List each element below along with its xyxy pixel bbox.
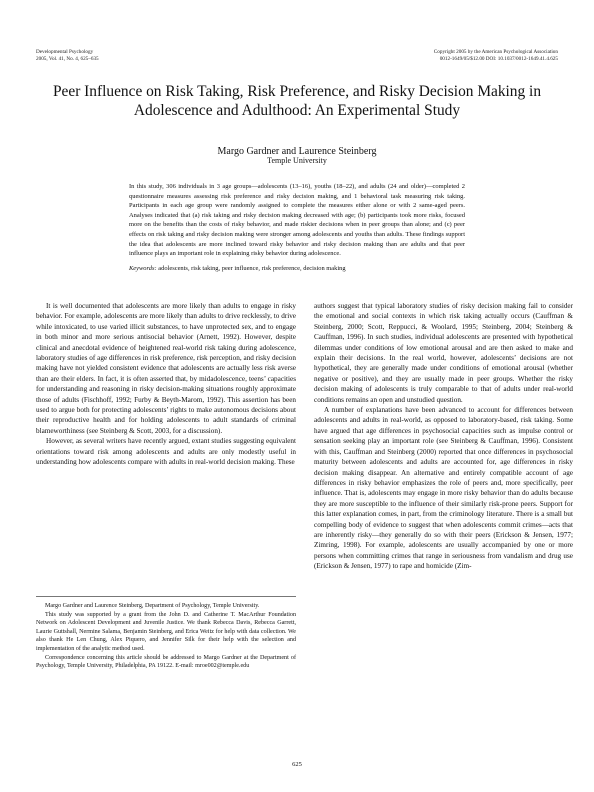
abstract: [129, 182, 465, 259]
footnote-paragraph: Correspondence concerning this article should be addressed to Margo Gardner at the Department of Psychology, Temple University, Philadelphia, PA 19122. E-mail: mroe002@temple.edu: [36, 654, 296, 670]
article-title: Peer Influence on Risk Taking, Risk Preference, and Risky Decision Making in Adolescence and Adulthood: An Experimental Study: [52, 83, 542, 119]
copyright-notice: [434, 49, 558, 63]
body-paragraph: authors suggest that typical laboratory studies of risky decision making fail to consider the emotional and social contexts in which risk taking actually occurs (Cauffman & Steinberg, 2000; Scott, Reppucci, & Woolard, 1995; Steinberg, 2004; Steinberg & Cauffman, 1996). In such studies, individual adolescents are presented with hypothetical dilemmas under conditions of low emotional arousal and are then asked to make and explain their decisions. In the real world, however, adolescents’ decisions are not hypothetical, they are generally made under conditions of emotional arousal (whether negative or positive), and they are usually made in peer groups. Whether the risky decision making of adolescents is truly comparable to that of adults under real-world conditions remains an open and unstudied question.: [314, 302, 573, 404]
body-paragraph: It is well documented that adolescents are more likely than adults to engage in risky behavior. For example, adolescents are more likely than adults to drive recklessly, to drive while intoxicated, to use varied illicit substances, to have unprotected sex, and to engage in both minor and more serious antisocial behavior (Arnett, 1992). However, despite clinical and anecdotal evidence of heightened real-world risk taking during adolescence, laboratory studies of age differences in risk preference, risk perception, and risky decision making have not yielded consistent evidence that adolescents are actually less risk averse than are their elders. In fact, it is often asserted that, by midadolescence, teens’ capacities for understanding and reasoning in risky decision-making situations roughly approximate those of adults (Fischhoff, 1992; Furby & Beyth-Marom, 1992). This assertion has been used to argue both for protecting adolescents’ rights to make autonomous decisions about their reproductive health and for holding adolescents to adult standards of criminal blameworthiness (see Steinberg & Scott, 2003, for a discussion).: [36, 302, 296, 435]
page-number: 625: [292, 761, 302, 768]
keywords: [129, 264, 465, 274]
footnote-paragraph: Margo Gardner and Laurence Steinberg, Department of Psychology, Temple University.: [45, 603, 260, 609]
abstract-text: In this study, 306 individuals in 3 age groups—adolescents (13–16), youths (18–22), and adults (24 and older)—completed 2 questionnaire measures assessing risk preference and risky decision making, and 1 behavioral task measuring risk taking. Participants in each age group were randomly assigned to complete the measures either alone or with 2 same-aged peers. Analyses indicated that (a) risk taking and risky decision making decreased with age; (b) participants took more risks, focused more on the benefits than the costs of risky behavior, and made riskier decisions when in peer groups than alone; and (c) peer effects on risk taking and risky decision making were stronger among adolescents and youths than adults. These findings support the idea that adolescents are more inclined toward risky behavior and risky decision making than are adults and that peer influence plays an important role in explaining risky behavior during adolescence.: [129, 183, 465, 258]
footnote-paragraph: This study was supported by a grant from the John D. and Catherine T. MacArthur Foundation Network on Adolescent Development and Juvenile Justice. We thank Rebecca Davis, Rebecca Garrett, Laurie Guttshall, Nermine Salama, Benjamin Steinberg, and Erica Weitz for help with data collection. We also thank He Len Chung, Alex Piquero, and Jennifer Silk for their help with the selection and implementation of the analytic method used.: [36, 611, 296, 652]
doi-line: 0012-1649/05/$12.00 DOI: 10.1037/0012-1649.41.4.625: [439, 56, 558, 62]
footnote-divider: [36, 596, 296, 597]
author-note: [36, 602, 296, 671]
body-column-left: [36, 301, 296, 468]
keywords-text: adolescents, risk taking, peer influence, risk preference, decision making: [158, 265, 346, 272]
author-names: Margo Gardner and Laurence Steinberg: [217, 146, 377, 157]
journal-volume: 2005, Vol. 41, No. 4, 625–635: [36, 56, 99, 62]
body-column-right: [314, 301, 573, 572]
journal-citation: [36, 49, 99, 63]
copyright-line: Copyright 2005 by the American Psychological Association: [433, 49, 558, 55]
body-paragraph: A number of explanations have been advanced to account for differences between adolescents and adults in real-world, as opposed to laboratory-based, risk taking. Some have argued that age differences in psychosocial capacities such as impulse control or sensation seeking play an important role (see Steinberg & Cauffman, 1996). Consistent with this, Cauffman and Steinberg (2000) reported that once differences in psychosocial maturity between adolescents and adults are accounted for, age differences in risky decision making disappear. An alternative and entirely compatible account of age differences in risky behavior emphasizes the role of peers and, more specifically, peer influence. That is, adolescents may engage in more risky behavior than do adults because they are more susceptible to the influence of their similarly risk-prone peers. Support for this latter explanation comes, in part, from the criminology literature. There is a small but compelling body of evidence to suggest that when adolescents commit crimes—acts that are inherently risky—they generally do so with their peers (Erickson & Jensen, 1977; Zimring, 1998). For example, adolescents are usually accompanied by one or more persons when committing crimes that range in seriousness from vandalism and drug use (Erickson & Jensen, 1977) to rape and homicide (Zim-: [314, 406, 573, 571]
author-affiliation: Temple University: [267, 156, 327, 165]
journal-name: Developmental Psychology: [36, 49, 94, 55]
keywords-label: Keywords:: [129, 265, 157, 272]
body-paragraph: However, as several writers have recently argued, extant studies suggesting equivalent orientations toward risk among adolescents and adults are only modestly useful in understanding how adolescents compare with adults in real-world decision making. These: [36, 437, 296, 467]
